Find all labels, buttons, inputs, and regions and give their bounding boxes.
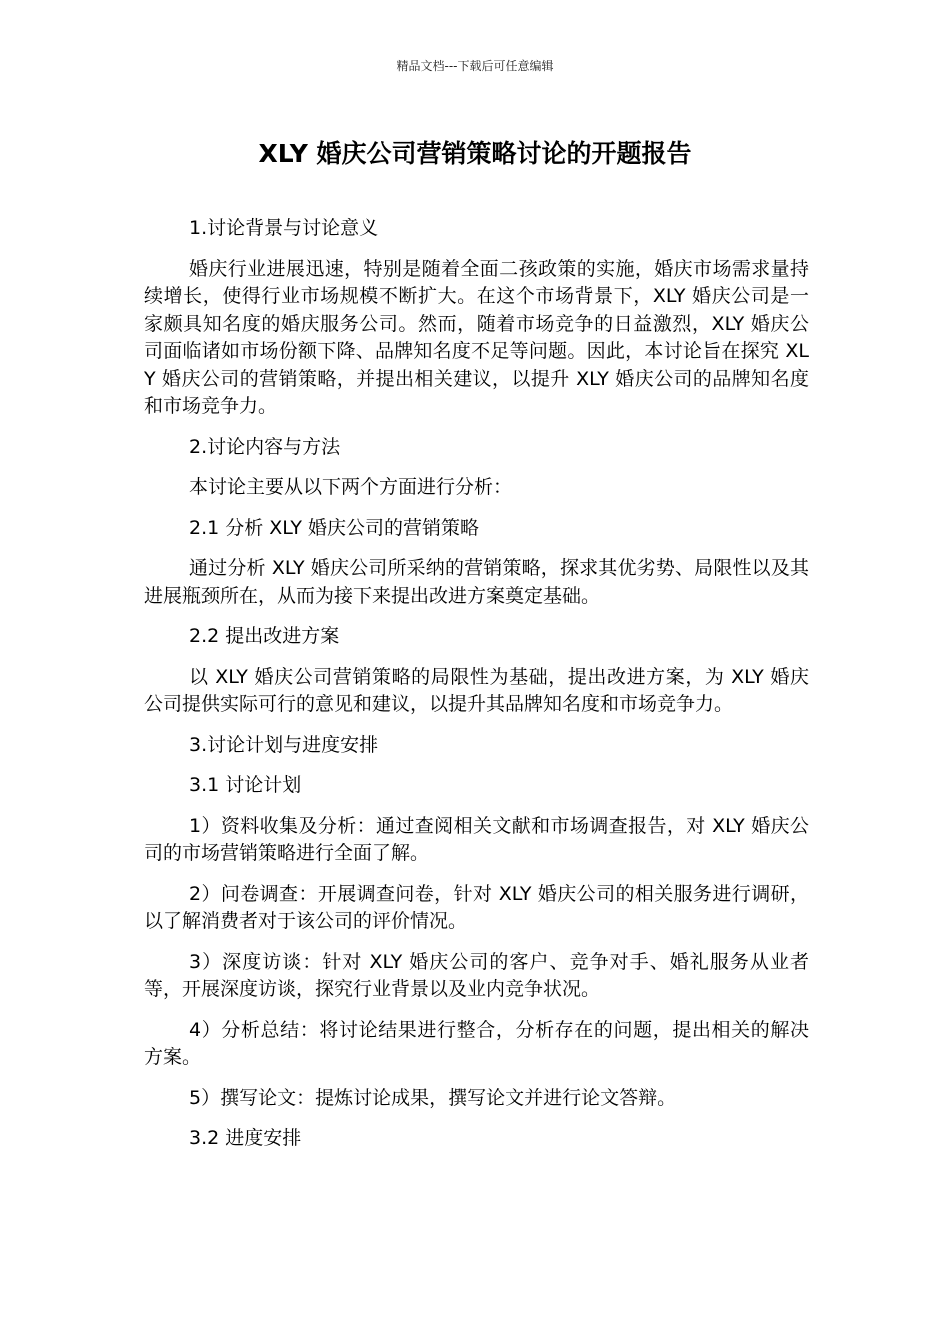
paragraph-2-1: 通过分析 XLY 婚庆公司所采纳的营销策略，探求其优劣势、局限性以及其进展瓶颈所在，从而为接下来提出改进方案奠定基础。 xyxy=(144,557,809,607)
subsection-heading-3-2: 3.2 进度安排 xyxy=(189,1127,302,1149)
plan-item-5: 5）撰写论文：提炼讨论成果，撰写论文并进行论文答辩。 xyxy=(189,1086,677,1109)
plan-item-4: 4）分析总结：将讨论结果进行整合，分析存在的问题，提出相关的解决方案。 xyxy=(144,1018,809,1068)
header-note: 精品文档---下载后可任意编辑 xyxy=(396,59,554,73)
subsection-heading-3-1: 3.1 讨论计划 xyxy=(189,774,302,796)
subsection-heading-2-2: 2.2 提出改进方案 xyxy=(189,625,340,647)
section-heading-background: 1.讨论背景与讨论意义 xyxy=(189,217,379,239)
plan-item-2: 2）问卷调查：开展调查问卷，针对 XLY 婚庆公司的相关服务进行调研，以了解消费者对于该公司的评价情况。 xyxy=(144,882,809,932)
plan-item-1: 1）资料收集及分析：通过查阅相关文献和市场调查报告，对 XLY 婚庆公司的市场营销策略进行全面了解。 xyxy=(144,814,809,864)
plan-item-3: 3）深度访谈：针对 XLY 婚庆公司的客户、竞争对手、婚礼服务从业者等，开展深度访谈，探究行业背景以及业内竞争状况。 xyxy=(144,950,809,1000)
subsection-heading-2-1: 2.1 分析 XLY 婚庆公司的营销策略 xyxy=(189,516,480,539)
section-heading-content-methods: 2.讨论内容与方法 xyxy=(189,435,341,458)
document-body xyxy=(144,215,809,1166)
section-heading-plan: 3.讨论计划与进度安排 xyxy=(189,733,379,756)
paragraph-2-2: 以 XLY 婚庆公司营销策略的局限性为基础，提出改进方案，为 XLY 婚庆公司提供实际可行的意见和建议，以提升其品牌知名度和市场竞争力。 xyxy=(144,665,809,715)
paragraph-intro: 本讨论主要从以下两个方面进行分析： xyxy=(189,476,513,498)
paragraph-background: 婚庆行业进展迅速，特别是随着全面二孩政策的实施，婚庆市场需求量持续增长，使得行业市场规模不断扩大。在这个市场背景下，XLY 婚庆公司是一家颇具知名度的婚庆服务公司。然而，随着市场竞争的日益激烈，XLY 婚庆公司面临诸如市场份额下降、品牌知名度不足等问题。因此，本讨论旨在探究 XLY 婚庆公司的营销策略，并提出相关建议，以提升 XLY 婚庆公司的品牌知名度和市场竞争力。 xyxy=(144,257,809,417)
document-title: XLY 婚庆公司营销策略讨论的开题报告 xyxy=(258,139,692,168)
